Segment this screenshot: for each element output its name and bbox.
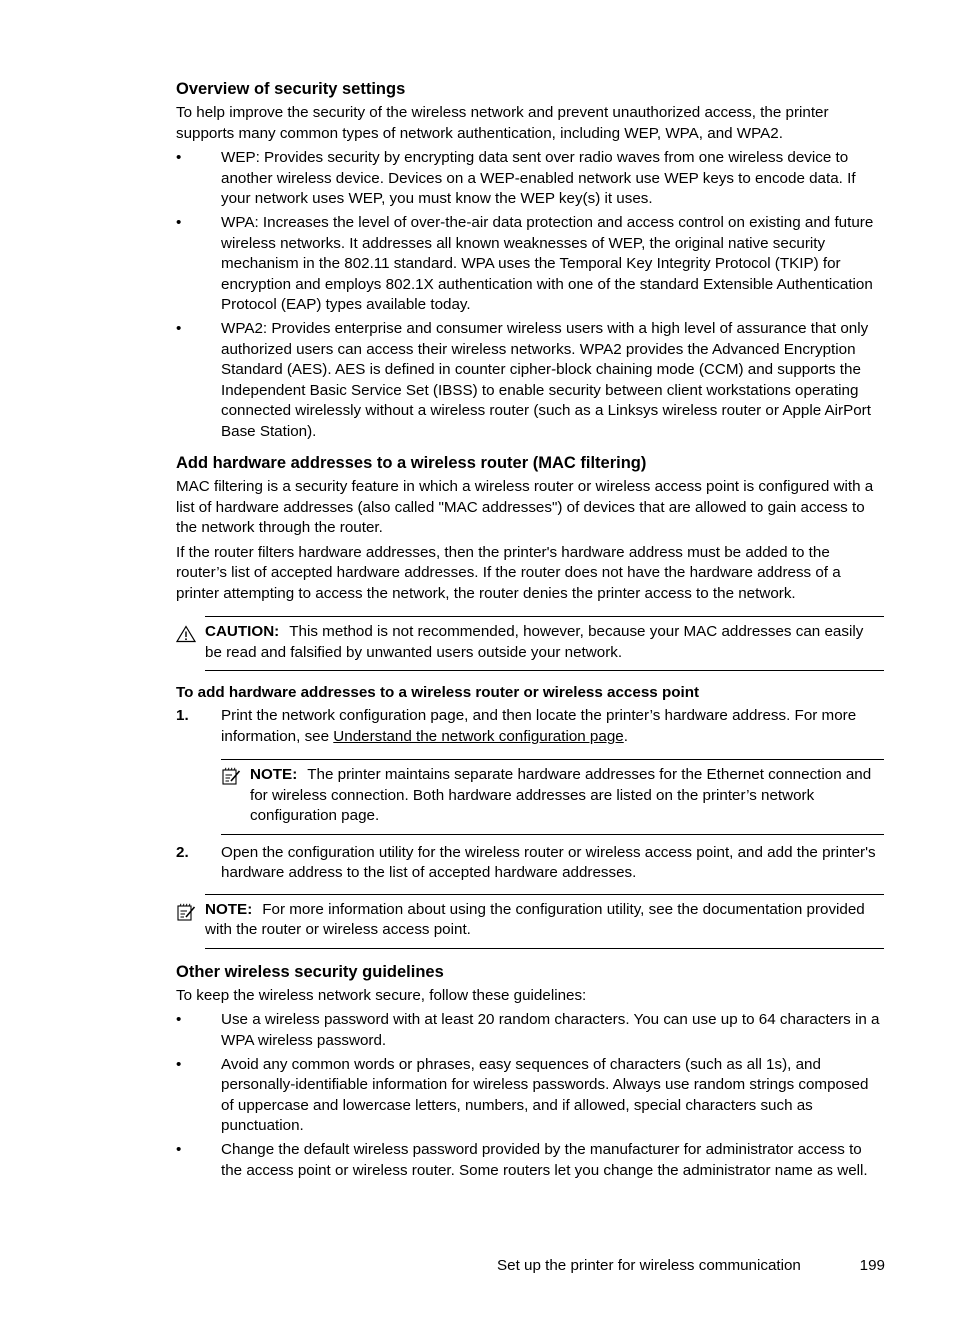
step-text-end: . — [623, 727, 628, 745]
list-item — [176, 148, 884, 210]
list-item-text: WEP: Provides security by encrypting data sent over radio waves from one wireless device to another wireless device. Devices on a WEP-enabled network use WEP keys to encode data. If your network uses WEP, you must know the WEP key(s) it uses. — [221, 149, 856, 207]
security-types-list — [176, 148, 884, 442]
note-pad-icon — [176, 903, 196, 921]
list-item — [176, 319, 884, 442]
note-pad-icon — [221, 767, 241, 785]
bullet-icon: • — [176, 1011, 182, 1028]
list-item — [176, 1055, 884, 1137]
note-text: The printer maintains separate hardware addresses for the Ethernet connection and for wireless connection. Both hardware addresses are listed on the printer’s network configuration page. — [250, 766, 872, 824]
list-item — [176, 1010, 884, 1051]
step-text: Open the configuration utility for the wireless router or wireless access point, and add the printer's hardware address to the list of accepted hardware addresses. — [221, 843, 876, 881]
note-box — [205, 894, 884, 949]
note-label: NOTE: — [205, 900, 253, 918]
note-text: For more information about using the configuration utility, see the documentation provided with the router or wireless access point. — [205, 900, 865, 938]
caution-label: CAUTION: — [205, 623, 280, 640]
bullet-icon: • — [176, 320, 182, 337]
list-item-text: WPA2: Provides enterprise and consumer wireless users with a high level of assurance that only authorized users can access their wireless networks. WPA2 provides the Advanced Encryption Standard (AES). AES is defined in counter cipher-block chaining mode (CCM) and supports the Independent Basic Service Set (IBSS) to enable security between client workstations operating connected wirelessly without a wireless router (such as a Linksys wireless router or Apple AirPort Base Station). — [221, 320, 871, 440]
bullet-icon: • — [176, 1055, 182, 1073]
note-label: NOTE: — [250, 766, 298, 783]
section-heading: Overview of security settings — [176, 80, 406, 98]
step-number: 2. — [176, 843, 189, 861]
bullet-icon: • — [176, 149, 182, 166]
page-content — [176, 78, 884, 1185]
config-page-link[interactable]: Understand the network configuration page — [333, 727, 624, 745]
list-item — [176, 1140, 884, 1181]
list-item-text: Change the default wireless password provided by the manufacturer for administrator access to the access point or wireless router. Some routers let you change the administrator name as well. — [221, 1141, 868, 1179]
paragraph: MAC filtering is a security feature in which a wireless router or wireless access point is configured with a list of hardware addresses (also called "MAC addresses") of devices that are allowed to gain access to the network through the router. — [176, 478, 874, 536]
bullet-icon: • — [176, 214, 182, 231]
list-item-text: Avoid any common words or phrases, easy sequences of characters (such as all 1s), and personally-identifiable information for wireless passwords. Always use random strings composed of uppercase and lowercase letters, numbers, and if allowed, special characters such as punctuation. — [221, 1055, 869, 1134]
section-heading: Add hardware addresses to a wireless router (MAC filtering) — [176, 454, 647, 472]
intro-paragraph: To help improve the security of the wireless network and prevent unauthorized access, the printer supports many common types of network authentication, including WEP, WPA, and WPA2. — [176, 104, 829, 142]
bullet-icon: • — [176, 1141, 182, 1158]
list-item-text: WPA: Increases the level of over-the-air data protection and access control on existing and future wireless networks. It addresses all known weaknesses of WEP, the original native security mechanism in the 802.11 standard. WPA uses the Temporal Key Integrity Protocol (TKIP) for encryption and employs 802.1X authentication with one of the standard Extensible Authentication Protocol (EAP) types available today. — [221, 214, 874, 313]
caution-box — [205, 616, 884, 671]
list-item — [176, 213, 884, 316]
step-item — [176, 843, 884, 884]
note-box — [221, 759, 884, 835]
caution-text: This method is not recommended, however, because your MAC addresses can easily be read and falsified by unwanted users outside your network. — [205, 623, 864, 661]
guidelines-list — [176, 1010, 884, 1181]
paragraph: If the router filters hardware addresses, then the printer's hardware address must be added to the router’s list of accepted hardware addresses. If the router does not have the hardware address of a printer attempting to access the network, the router denies the printer access to the network. — [176, 543, 841, 602]
page-number: 199 — [859, 1257, 885, 1274]
list-item-text: Use a wireless password with at least 20 random characters. You can use up to 64 characters in a WPA wireless password. — [221, 1011, 880, 1049]
guidelines-section — [176, 961, 884, 1182]
overview-section — [176, 78, 884, 442]
procedure-steps — [176, 706, 884, 884]
step-number: 1. — [176, 707, 189, 724]
warning-triangle-icon — [176, 625, 196, 643]
footer-chapter-title: Set up the printer for wireless communication — [497, 1257, 801, 1274]
section-heading: Other wireless security guidelines — [176, 962, 444, 981]
procedure-heading: To add hardware addresses to a wireless router or wireless access point — [176, 684, 700, 701]
mac-filtering-section — [176, 452, 884, 949]
step-text: Print the network configuration page, and then locate the printer’s hardware address. For more information, see — [221, 707, 857, 745]
intro-paragraph: To keep the wireless network secure, follow these guidelines: — [176, 986, 587, 1004]
step-item — [176, 706, 884, 835]
